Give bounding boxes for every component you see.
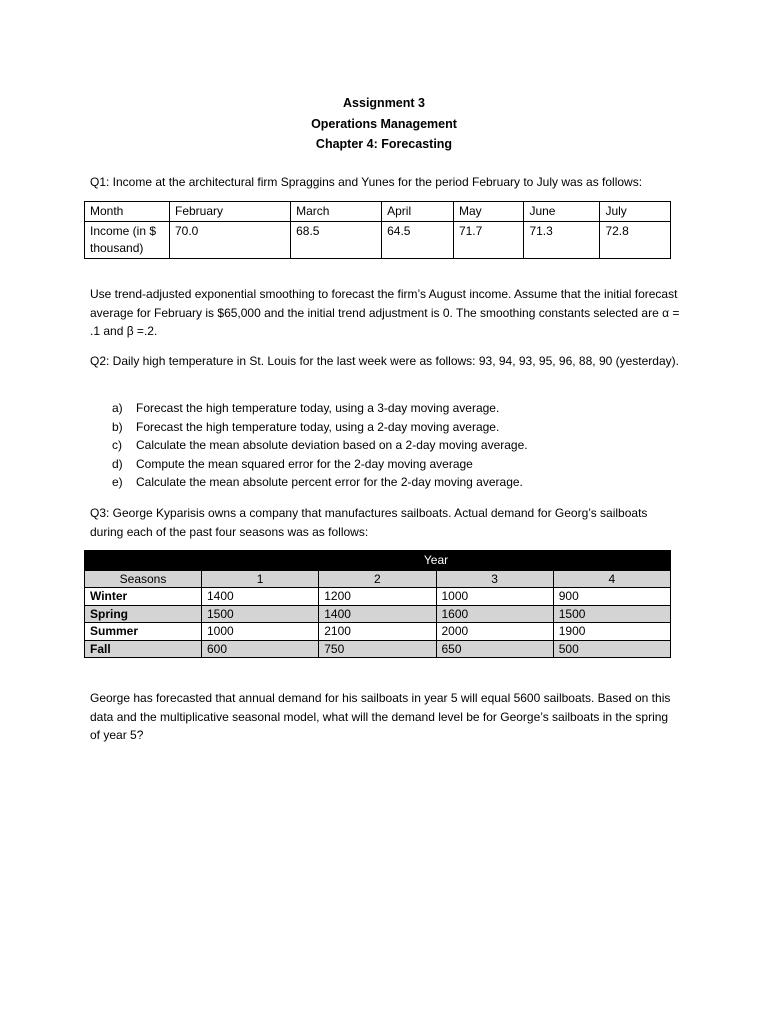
table-cell: 1400	[202, 588, 319, 606]
sailboat-demand-table	[84, 550, 671, 658]
table-cell: 1900	[553, 623, 670, 641]
seasons-header: Seasons	[85, 570, 202, 588]
table-cell: 600	[202, 640, 319, 658]
season-label: Summer	[85, 623, 202, 641]
list-item	[112, 399, 528, 418]
table-cell: March	[291, 202, 382, 222]
q1-intro: Q1: Income at the architectural firm Spraggins and Yunes for the period February to July was as follows:	[90, 175, 643, 189]
q2-subquestions	[112, 399, 528, 492]
table-cell: 1500	[202, 605, 319, 623]
table-cell: Month	[85, 202, 170, 222]
table-cell: July	[600, 202, 671, 222]
list-item-text: Calculate the mean absolute deviation based on a 2-day moving average.	[136, 438, 528, 452]
table-cell: 900	[553, 588, 670, 606]
list-item	[112, 455, 528, 474]
q2-intro: Q2: Daily high temperature in St. Louis for the last week were as follows: 93, 94, 93, 95, 96, 88, 90 (yesterday).	[90, 354, 679, 368]
year-column-header: 3	[436, 570, 553, 588]
season-label: Fall	[85, 640, 202, 658]
table-cell: June	[524, 202, 600, 222]
table-cell: 1500	[553, 605, 670, 623]
table-cell: 1200	[319, 588, 436, 606]
list-item	[112, 436, 528, 455]
assignment-title: Assignment 3	[343, 96, 425, 110]
table-cell: May	[453, 202, 524, 222]
year-column-header: 4	[553, 570, 670, 588]
table-cell: 71.3	[524, 222, 600, 259]
list-item-text: Compute the mean squared error for the 2-day moving average	[136, 456, 473, 471]
season-label: Winter	[85, 588, 202, 606]
table-cell: 2100	[319, 623, 436, 641]
column-header-row	[85, 570, 671, 588]
table-cell: 68.5	[291, 222, 382, 259]
list-marker: a)	[112, 401, 123, 415]
income-table-header-row	[85, 202, 671, 222]
year-header: Year	[202, 551, 671, 571]
list-item	[112, 418, 528, 437]
table-row	[85, 588, 671, 606]
table-row	[85, 623, 671, 641]
list-item-text: Forecast the high temperature today, using a 2-day moving average.	[136, 419, 500, 434]
document-header	[0, 93, 768, 155]
table-cell: 500	[553, 640, 670, 658]
table-cell: 71.7	[453, 222, 524, 259]
table-cell: 750	[319, 640, 436, 658]
year-header-row	[85, 551, 671, 571]
chapter-title: Chapter 4: Forecasting	[315, 137, 453, 151]
table-cell: 64.5	[382, 222, 454, 259]
table-cell: April	[382, 202, 454, 222]
q3-body: George has forecasted that annual demand for his sailboats in year 5 will equal 5600 sailboats. Based on this data and the multiplicative seasonal model, what will the demand level be for George’s sailboats in the spring of year 5?	[90, 691, 671, 742]
table-cell: 650	[436, 640, 553, 658]
table-row	[85, 605, 671, 623]
table-row-label: Income (in $ thousand)	[85, 222, 170, 259]
table-cell: 72.8	[600, 222, 671, 259]
table-row	[85, 640, 671, 658]
income-table	[84, 201, 671, 259]
season-label: Spring	[85, 605, 202, 623]
list-item-text: Forecast the high temperature today, using a 3-day moving average.	[136, 401, 500, 415]
list-item	[112, 473, 528, 492]
list-item-text: Calculate the mean absolute percent error for the 2-day moving average.	[136, 475, 523, 489]
table-header-corner	[85, 551, 202, 571]
table-cell: 2000	[436, 623, 553, 641]
list-marker: d)	[112, 456, 123, 471]
q3-intro: Q3: George Kyparisis owns a company that manufactures sailboats. Actual demand for Georg’s sailboats during each of the past four seasons was as follows:	[90, 506, 648, 539]
table-cell: 1600	[436, 605, 553, 623]
table-cell: 1000	[436, 588, 553, 606]
list-marker: e)	[112, 475, 123, 489]
list-marker: b)	[112, 419, 123, 434]
year-column-header: 1	[202, 570, 319, 588]
year-column-header: 2	[319, 570, 436, 588]
q1-body: Use trend-adjusted exponential smoothing to forecast the firm’s August income. Assume that the initial forecast average for February is $65,000 and the initial trend adjustment is 0. The smoothing constants selected are α = .1 and β =.2.	[90, 287, 680, 338]
table-cell: 1000	[202, 623, 319, 641]
course-title: Operations Management	[311, 116, 457, 131]
list-marker: c)	[112, 438, 122, 452]
table-cell: 70.0	[170, 222, 291, 259]
income-table-value-row	[85, 222, 671, 259]
table-cell: February	[170, 202, 291, 222]
table-cell: 1400	[319, 605, 436, 623]
